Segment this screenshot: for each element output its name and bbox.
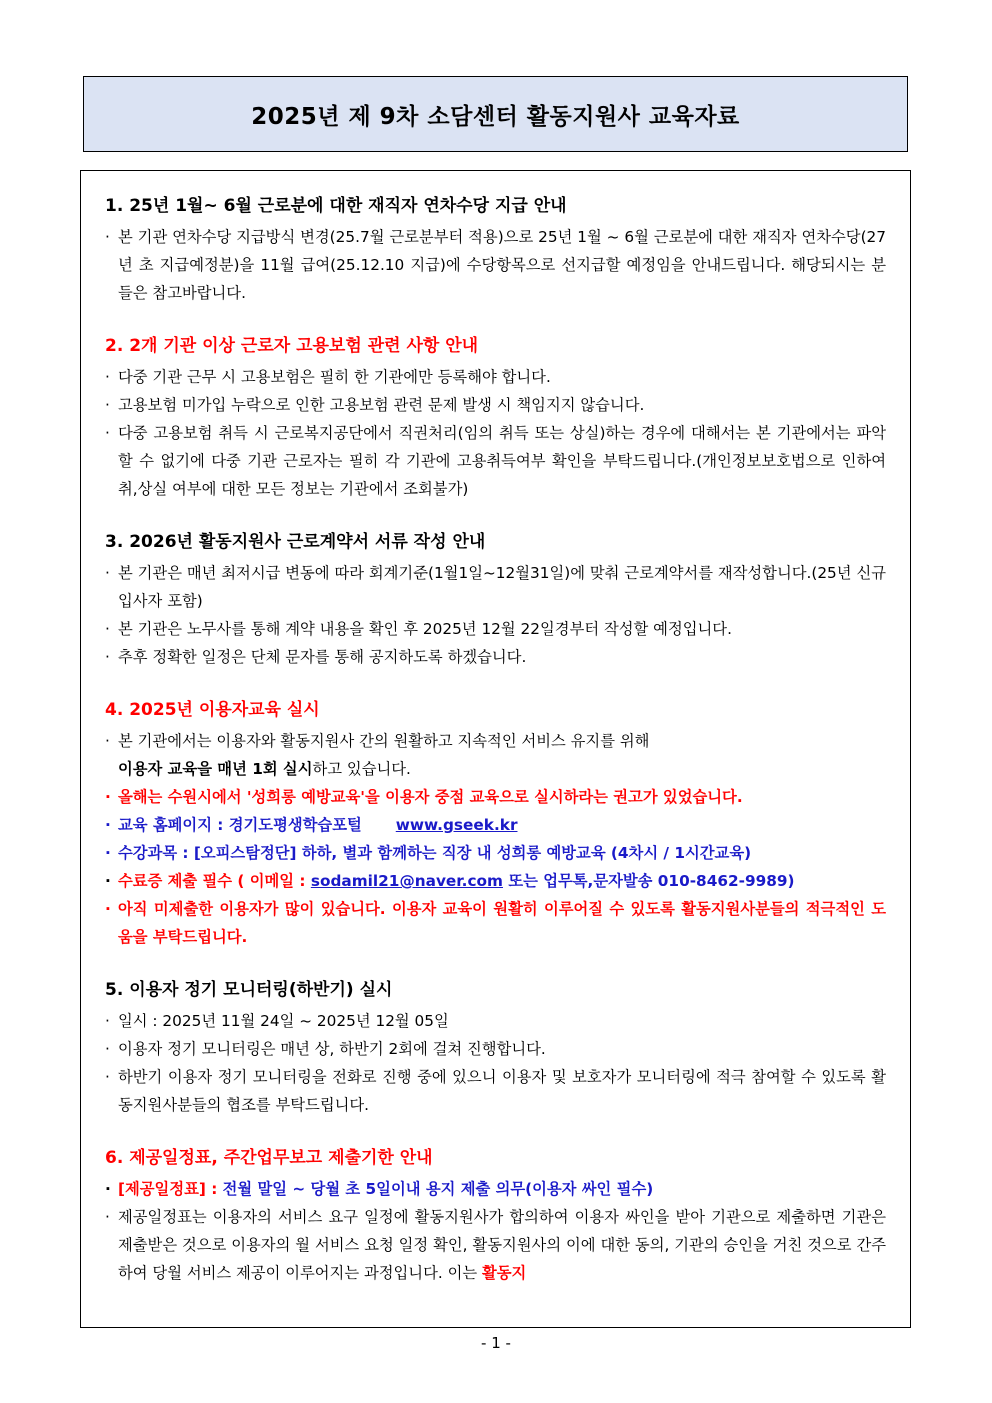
section-1 [105,193,886,307]
section-2-bullet-3: · 다중 고용보험 취득 시 근로복지공단에서 직권처리(임의 취득 또는 상실)하는 경우에 대해서는 본 기관에서는 파악할 수 없기에 다중 기관 근로자는 필히 각 기관에 고용취득여부 확인을 부탁드립니다.(개인정보보호법으로 인하여 취,상실 여부에 대한 모든 정보는 기관에서 조회불가) [105,419,886,503]
section-5-title: 5. 이용자 정기 모니터링(하반기) 실시 [105,980,393,1000]
section-4-bullet-1: · 본 기관에서는 이용자와 활동지원사 간의 원활하고 지속적인 서비스 유지를 위해 [105,727,886,755]
section-4 [105,697,886,951]
email-link[interactable]: sodamil21@naver.com [310,872,503,890]
section-2-bullet-1: · 다중 기관 근무 시 고용보험은 필히 한 기관에만 등록해야 합니다. [105,363,886,391]
section-1-title: 1. 25년 1월~ 6월 근로분에 대한 재직자 연차수당 지급 안내 [105,196,567,216]
section-4-title: 4. 2025년 이용자교육 실시 [105,700,320,720]
section-5-bullet-1: · 일시 : 2025년 11월 24일 ~ 2025년 12월 05일 [105,1007,886,1035]
section-3 [105,529,886,671]
schedule-deadline: 전월 말일 ~ 당월 초 5일이내 용지 제출 의무(이용자 싸인 필수) [222,1180,654,1198]
section-3-title: 3. 2026년 활동지원사 근로계약서 서류 작성 안내 [105,532,486,552]
section-4-bullet-6: · 아직 미제출한 이용자가 많이 있습니다. 이용자 교육이 원활히 이루어질 수 있도록 활동지원사분들의 적극적인 도움을 부탁드립니다. [105,895,886,951]
section-3-bullet-1: · 본 기관은 매년 최저시급 변동에 따라 회계기준(1월1일~12월31일)에 맞춰 근로계약서를 재작성합니다.(25년 신규입사자 포함) [105,559,886,615]
section-5-bullet-3: · 하반기 이용자 정기 모니터링을 전화로 진행 중에 있으니 이용자 및 보호자가 모니터링에 적극 참여할 수 있도록 활동지원사분들의 협조를 부탁드립니다. [105,1063,886,1119]
document-title: 2025년 제 9차 소담센터 활동지원사 교육자료 [251,103,740,130]
schedule-label: [제공일정표] : [118,1180,223,1198]
section-5 [105,977,886,1119]
section-6-title: 6. 제공일정표, 주간업무보고 제출기한 안내 [105,1148,433,1168]
education-site-label: 교육 홈페이지 : 경기도평생학습포털 [118,816,362,834]
certificate-prefix: 수료증 제출 필수 ( 이메일 : [118,872,311,890]
section-5-bullet-2: · 이용자 정기 모니터링은 매년 상, 하반기 2회에 걸쳐 진행합니다. [105,1035,886,1063]
section-4-bullet-4: · 수강과목 : [오피스탐정단] 하하, 별과 함께하는 직장 내 성희롱 예방교육 (4차시 / 1시간교육) [105,839,886,867]
section-4-bullet-1-cont [105,755,886,783]
page-number: - 1 - [481,1334,511,1352]
section-4-rest-text: 하고 있습니다. [312,760,411,778]
section-4-bullet-2: · 올해는 수원시에서 '성희롱 예방교육'을 이용자 중점 교육으로 실시하라는 권고가 있었습니다. [105,783,886,811]
section-1-bullet-1: · 본 기관 연차수당 지급방식 변경(25.7월 근로분부터 적용)으로 25년 1월 ~ 6월 근로분에 대한 재직자 연차수당(27년 초 지급예정분)을 11월 급여(25.12.10 지급)에 수당항목으로 선지급할 예정임을 안내드립니다. 해당되시는 분들은 참고바랍니다. [105,223,886,307]
content-box [80,170,911,1328]
section-4-bullet-3 [105,811,886,839]
section-2-bullet-2: · 고용보험 미가입 누락으로 인한 고용보험 관련 문제 발생 시 책임지지 않습니다. [105,391,886,419]
section-3-bullet-3: · 추후 정확한 일정은 단체 문자를 통해 공지하도록 하겠습니다. [105,643,886,671]
section-6-bullet-1 [105,1175,886,1203]
section-4-bold-text: 이용자 교육을 매년 1회 실시 [118,760,313,778]
section-3-bullet-2: · 본 기관은 노무사를 통해 계약 내용을 확인 후 2025년 12월 22일경부터 작성할 예정입니다. [105,615,886,643]
section-6 [105,1145,886,1287]
education-site-link[interactable]: www.gseek.kr [395,816,518,834]
title-box [83,76,908,152]
section-2-title: 2. 2개 기관 이상 근로자 고용보험 관련 사항 안내 [105,336,479,356]
section-2 [105,333,886,503]
section-6-bullet-2 [105,1203,886,1287]
schedule-description-red: 활동지 [482,1264,527,1282]
section-4-bullet-5 [105,867,886,895]
schedule-description: 제공일정표는 이용자의 서비스 요구 일정에 활동지원사가 합의하여 이용자 싸인을 받아 기관으로 제출하면 기관은 제출받은 것으로 이용자의 월 서비스 요청 일정 확인, 활동지원사의 이에 대한 동의, 기관의 승인을 거친 것으로 간주하여 당월 서비스 제공이 이루어지는 과정입니다. 이는 [118,1208,886,1282]
certificate-suffix: 또는 업무톡,문자발송 010-8462-9989) [503,872,795,890]
